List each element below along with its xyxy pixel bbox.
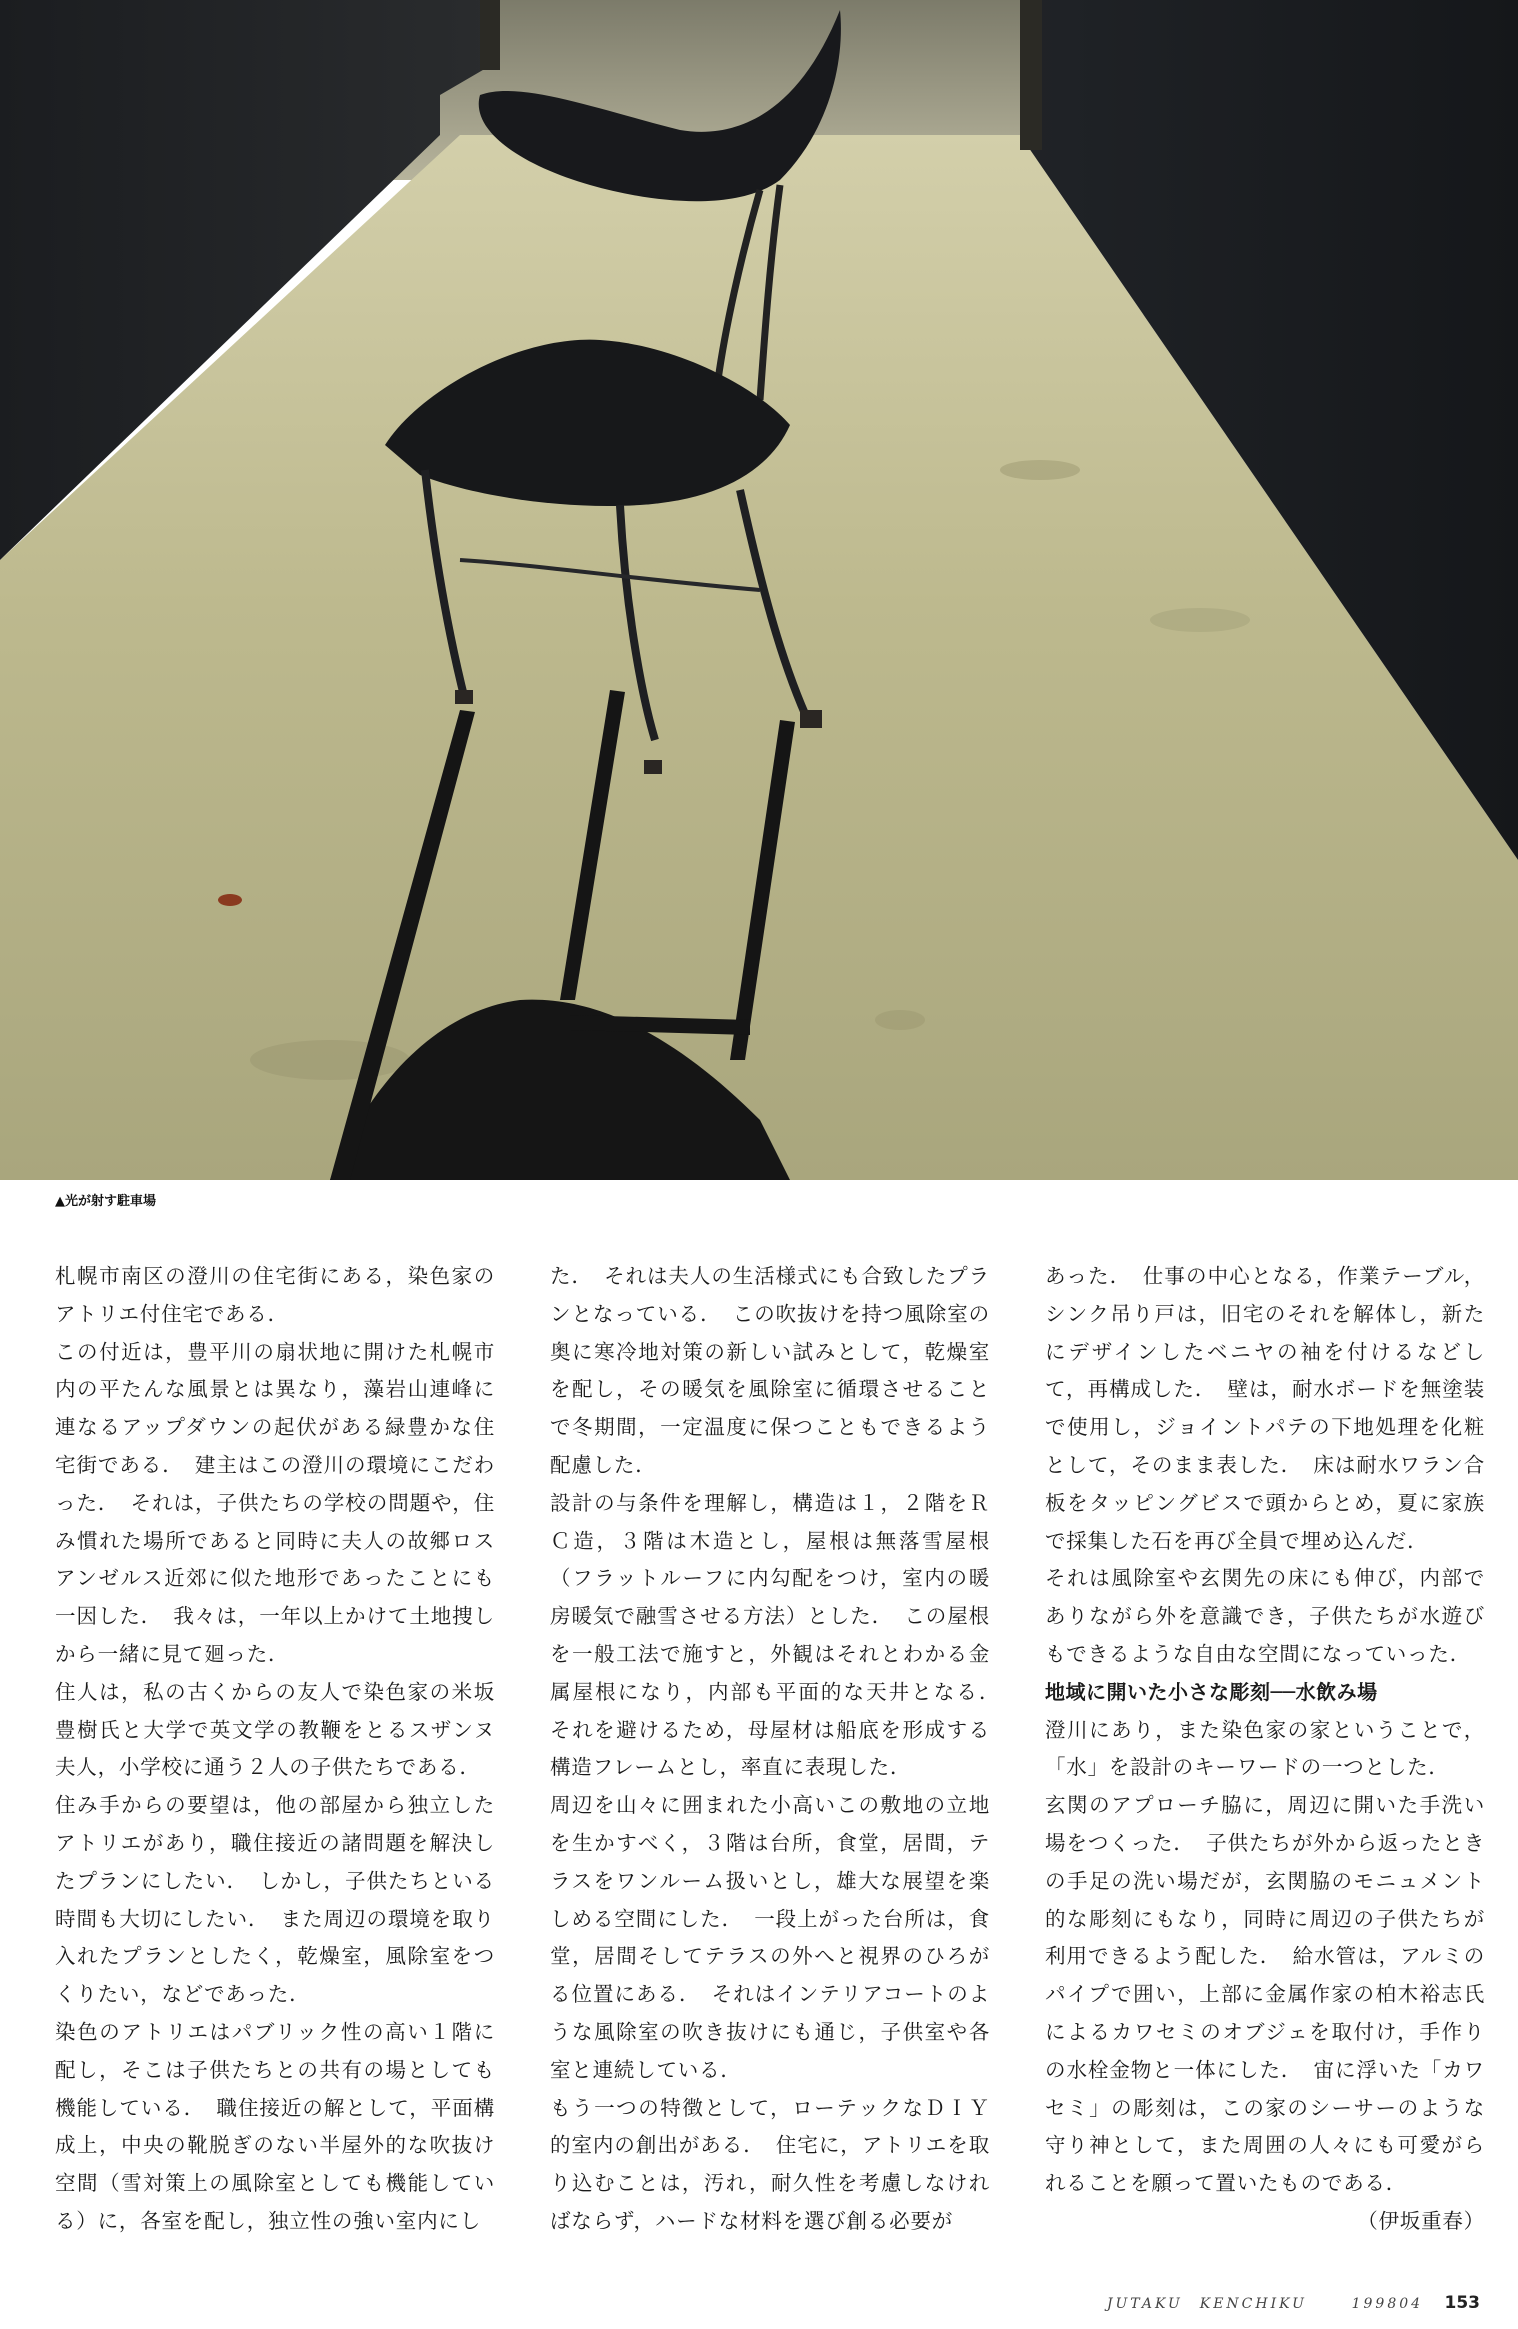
paragraph: 染色のアトリエはパブリック性の高い１階に配し，そこは子供たちとの共有の場としても機能している． 職住接近の解として，平面構成上，中央の靴脱ぎのない半屋外的な吹抜け空間（雪対策上の風除室としても機能している）に，各室を配し，独立性の強い室内にし (55, 2019, 495, 2233)
author-credit: （伊坂重春） (1357, 2208, 1485, 2233)
page-footer (1107, 2293, 1480, 2313)
paragraph: 澄川にあり，また染色家の家ということで，「水」を設計のキーワードの一つとした． (1045, 1717, 1485, 1780)
text-column-2 (550, 1258, 1012, 2241)
paragraph: 設計の与条件を理解し，構造は１，２階をＲＣ造，３階は木造とし，屋根は無落雪屋根（フラットルーフに内勾配をつけ，室内の暖房暖気で融雪させる方法）とした． この屋根を一般工法で施すと，外観はそれとわかる金属屋根になり，内部も平面的な天井となる． それを避けるため，母屋材は船底を形成する構造フレームとし，率直に表現した． (550, 1490, 1012, 1780)
paragraph: 札幌市南区の澄川の住宅街にある，染色家のアトリエ付住宅である． (55, 1264, 495, 1326)
page-number: 153 (1444, 2293, 1480, 2313)
paragraph: た． それは夫人の生活様式にも合致したプランとなっている． この吹抜けを持つ風除室の奥に寒冷地対策の新しい試みとして，乾燥室を配し，その暖気を風除室に循環させることで冬期間，一定温度に保つこともできるよう配慮した． (550, 1264, 990, 1477)
paragraph: 住人は，私の古くからの友人で染色家の米坂豊樹氏と大学で英文学の教鞭をとるスザンヌ夫人，小学校に通う２人の子供たちである． (55, 1679, 495, 1780)
text-column-3 (1045, 1258, 1485, 2241)
section-heading: 地域に開いた小さな彫刻──水飲み場 (1045, 1679, 1378, 1704)
paragraph: 玄関のアプローチ脇に，周辺に開いた手洗い場をつくった． 子供たちが外から返ったときの手足の洗い場だが，玄関脇のモニュメント的な彫刻にもなり，同時に周辺の子供たちが利用できるよう配した． 給水管は，アルミのパイプで囲い，上部に金属作家の柏木裕志氏によるカワセミのオブジェを取付け，手作りの水栓金物と一体にした． 宙に浮いた「カワセミ」の彫刻は，この家のシーサーのような守り神として，また周囲の人々にも可愛がられることを願って置いたものである． (1045, 1793, 1485, 2196)
paragraph: 周辺を山々に囲まれた小高いこの敷地の立地を生かすべく，３階は台所，食堂，居間，テラスをワンルーム扱いとし，雄大な展望を楽しめる空間にした． 一段上がった台所は，食堂，居間そしてテラスの外へと視界のひろがる位置にある． それはインテリアコートのような風除室の吹き抜けにも通じ，子供室や各室と連続している． (550, 1793, 990, 2082)
paragraph: この付近は，豊平川の扇状地に開けた札幌市内の平たんな風景とは異なり，藻岩山連峰に連なるアップダウンの起伏がある緑豊かな住宅街である． 建主はこの澄川の環境にこだわった． それは，子供たちの学校の問題や，住み慣れた場所であると同時に夫人の故郷ロスアンゼルス近郊に似た地形であったことにも一因した． 我々は，一年以上かけて土地捜しから一緒に見て廻った． (55, 1339, 495, 1666)
photo-caption: ▲光が射す駐車場 (55, 1194, 156, 1209)
paragraph: 住み手からの要望は，他の部屋から独立したアトリエがあり，職住接近の諸問題を解決したプランにしたい． しかし，子供たちといる時間も大切にしたい． また周辺の環境を取り入れたプランとしたく，乾燥室，風除室をつくりたい，などであった． (55, 1793, 495, 2007)
paragraph: もう一つの特徴として，ローテックなＤＩＹ的室内の創出がある． 住宅に，アトリエを取り込むことは，汚れ，耐久性を考慮しなければならず，ハードな材料を選び創る必要が (550, 2095, 990, 2233)
text-column-1 (55, 1258, 495, 2241)
issue-number: 199804 (1351, 2296, 1424, 2312)
paragraph: あった． 仕事の中心となる，作業テーブル，シンク吊り戸は，旧宅のそれを解体し，新たにデザインしたベニヤの袖を付けるなどして，再構成した． 壁は，耐水ボードを無塗装で使用し，ジョイントパテの下地処理を化粧として，そのまま表した． 床は耐水ワラン合板をタッピングビスで頭からとめ，夏に家族で採集した石を再び全員で埋め込んだ． (1045, 1264, 1485, 1553)
paragraph: それは風除室や玄関先の床にも伸び，内部でありながら外を意識でき，子供たちが水遊びもできるような自由な空間になっていった． (1045, 1566, 1485, 1666)
magazine-name: JUTAKU KENCHIKU (1106, 2296, 1307, 2312)
